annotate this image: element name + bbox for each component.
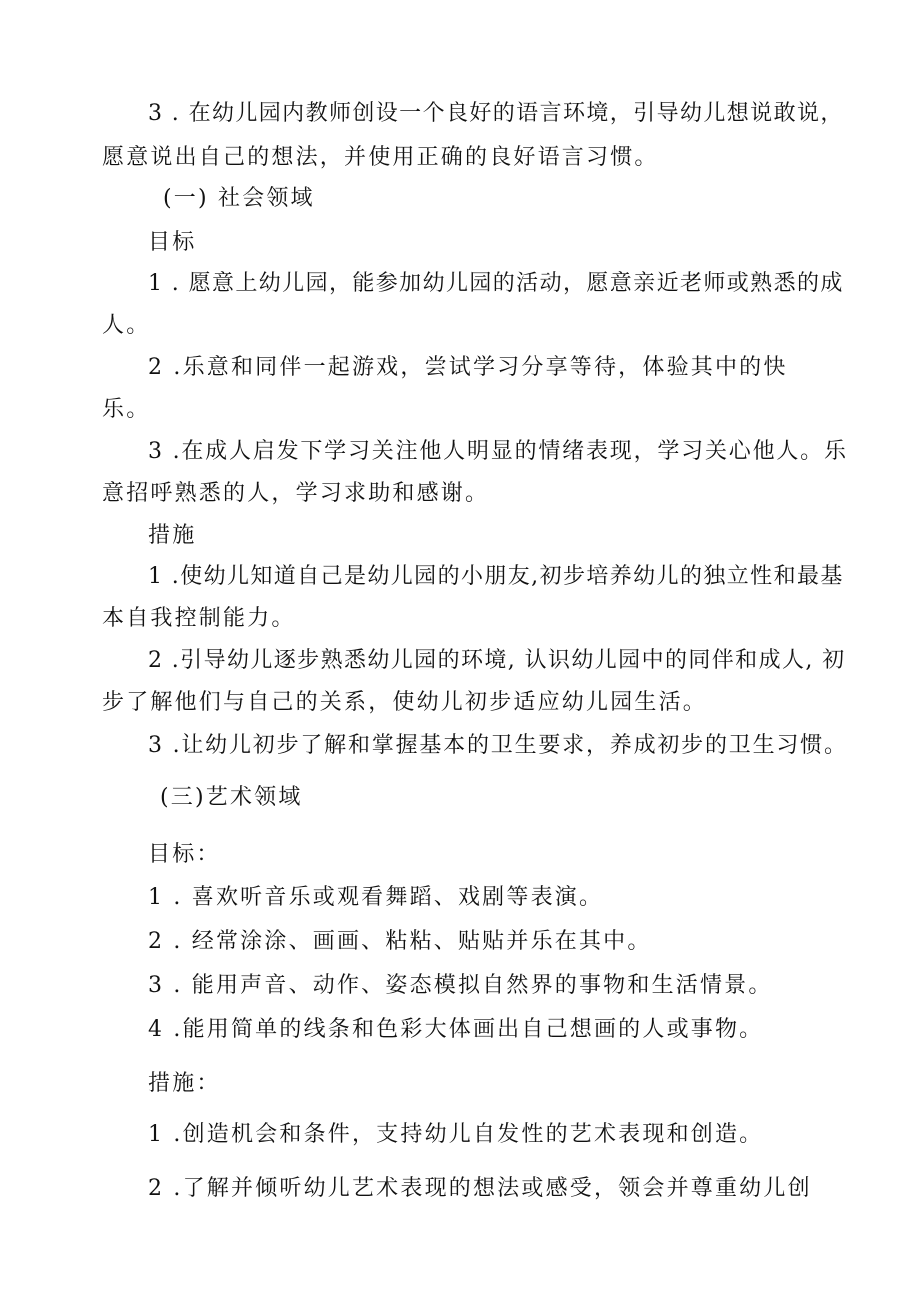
- art-goal-3: 3 . 能用声音、动作、姿态模拟自然界的事物和生活情景。: [148, 973, 773, 998]
- social-goal-3-line2: 意招呼熟悉的人，学习求助和感谢。: [102, 481, 490, 506]
- art-measure-2: 2 .了解并倾听幼儿艺术表现的想法或感受，领会并尊重幼儿创: [148, 1176, 812, 1201]
- social-measure-1-line1: 1 .使幼儿知道自己是幼儿园的小朋友,初步培养幼儿的独立性和最基: [148, 564, 844, 589]
- social-measure-2-line1: 2 .引导幼儿逐步熟悉幼儿园的环境, 认识幼儿园中的同伴和成人, 初: [148, 648, 846, 673]
- art-measure-1: 1 .创造机会和条件，支持幼儿自发性的艺术表现和创造。: [148, 1122, 764, 1147]
- art-goal-1: 1 . 喜欢听音乐或观看舞蹈、戏剧等表演。: [148, 885, 604, 910]
- social-goal-1-line2: 人。: [102, 313, 151, 338]
- subheading-social-goals: 目标: [148, 230, 197, 255]
- subheading-art-measures: 措施：: [148, 1071, 221, 1096]
- social-goal-2-line1: 2 .乐意和同伴一起游戏，尝试学习分享等待，体验其中的快: [148, 355, 788, 380]
- social-goal-3-line1: 3 .在成人启发下学习关注他人明显的情绪表现，学习关心他人。乐: [148, 439, 848, 464]
- section-heading-social: (一) 社会领域: [163, 186, 315, 211]
- paragraph-language-environment-line1: 3 . 在幼儿园内教师创设一个良好的语言环境，引导幼儿想说敢说，: [148, 101, 844, 126]
- art-goal-4: 4 .能用简单的线条和色彩大体画出自己想画的人或事物。: [148, 1017, 764, 1042]
- social-goal-2-line2: 乐。: [102, 397, 151, 422]
- art-goal-2: 2 . 经常涂涂、画画、粘粘、贴贴并乐在其中。: [148, 929, 652, 954]
- social-goal-1-line1: 1 . 愿意上幼儿园，能参加幼儿园的活动，愿意亲近老师或熟悉的成: [148, 271, 844, 296]
- subheading-social-measures: 措施: [148, 523, 197, 548]
- section-heading-art: (三)艺术领域: [160, 785, 303, 810]
- paragraph-language-environment-line2: 愿意说出自己的想法，并使用正确的良好语言习惯。: [102, 145, 659, 170]
- subheading-art-goals: 目标：: [148, 842, 221, 867]
- social-measure-2-line2: 步了解他们与自己的关系，使幼儿初步适应幼儿园生活。: [102, 690, 708, 715]
- social-measure-3: 3 .让幼儿初步了解和掌握基本的卫生要求，养成初步的卫生习惯。: [148, 733, 848, 758]
- social-measure-1-line2: 本自我控制能力。: [102, 606, 296, 631]
